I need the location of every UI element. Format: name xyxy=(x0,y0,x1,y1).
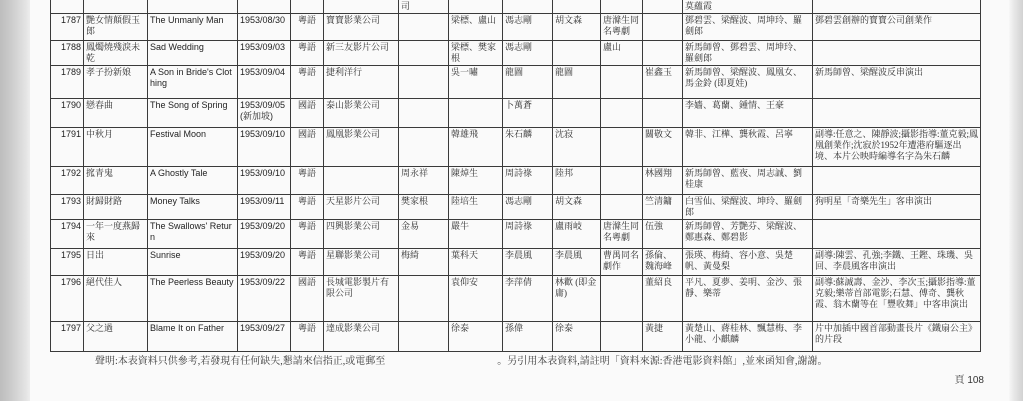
cell-date: 1953/09/03 xyxy=(238,41,291,66)
cell-language: 國語 xyxy=(291,276,324,322)
cell-company: 天星影片公司 xyxy=(324,195,399,220)
cell-date: 1953/09/10 xyxy=(238,128,291,167)
cell-title-en: The Swallows' Return xyxy=(148,220,238,249)
cell-8: 吳一嘯 xyxy=(449,66,503,99)
cell-9: 李晨風 xyxy=(503,249,553,276)
cell-title-zh: 父之過 xyxy=(84,322,148,352)
table-row xyxy=(51,167,981,195)
cell-12 xyxy=(643,0,683,14)
cell-9: 朱石麟 xyxy=(503,128,553,167)
cell-title-zh: 艷女情顛假玉郎 xyxy=(84,14,148,41)
cell-notes: 副導:任意之、陳靜波;攝影指導:董克毅;鳳凰創業作;沈寂於1952年遭港府驅逐出境、本片公映時編導名字為朱石麟 xyxy=(813,128,981,167)
cell-notes xyxy=(813,0,981,14)
cell-11 xyxy=(601,322,643,352)
cell-9: 孫偉 xyxy=(503,322,553,352)
page-number-value: 108 xyxy=(967,375,984,386)
cell-10 xyxy=(553,41,601,66)
cell-cast: 黃楚山、蔣桂林、飄慧梅、李小龍、小麒麟 xyxy=(683,322,813,352)
cell-title-zh xyxy=(84,0,148,14)
cell-cast: 莫蘊霞 xyxy=(683,0,813,14)
filmography-table-body xyxy=(51,0,981,352)
cell-10 xyxy=(553,99,601,128)
filmography-table xyxy=(50,0,981,352)
page-word: 頁 xyxy=(954,375,965,386)
cell-company: 鳳凰影業公司 xyxy=(324,128,399,167)
cell-10: 胡文森 xyxy=(553,14,601,41)
cell-7: 梅綺 xyxy=(399,249,449,276)
cell-7: 樊家根 xyxy=(399,195,449,220)
cell-12: 林國翔 xyxy=(643,167,683,195)
cell-10: 徐泰 xyxy=(553,322,601,352)
cell-date xyxy=(238,0,291,14)
table-row xyxy=(51,220,981,249)
cell-8 xyxy=(449,99,503,128)
cell-title-zh: 孝子扮新娘 xyxy=(84,66,148,99)
table-row xyxy=(51,99,981,128)
cell-title-zh: 一年一度燕歸來 xyxy=(84,220,148,249)
cell-12: 崔鑫玉 xyxy=(643,66,683,99)
footer-disclaimer xyxy=(95,355,1007,368)
cell-no: 1797 xyxy=(51,322,84,352)
cell-title-en: A Ghostly Tale xyxy=(148,167,238,195)
cell-date: 1953/09/05 (新加坡) xyxy=(238,99,291,128)
cell-9 xyxy=(503,0,553,14)
cell-notes xyxy=(813,99,981,128)
cell-language xyxy=(291,0,324,14)
table-row xyxy=(51,276,981,322)
cell-12: 關敬文 xyxy=(643,128,683,167)
cell-8: 徐泰 xyxy=(449,322,503,352)
cell-company xyxy=(324,167,399,195)
cell-cast: 鄧碧雲、梁醒波、周坤玲、羅劍郎 xyxy=(683,14,813,41)
cell-date: 1953/08/30 xyxy=(238,14,291,41)
cell-company: 捷利洋行 xyxy=(324,66,399,99)
cell-language: 粵語 xyxy=(291,167,324,195)
cell-cast: 白雪仙、梁醒波、坤玲、羅劍郎 xyxy=(683,195,813,220)
cell-title-zh: 財歸財路 xyxy=(84,195,148,220)
cell-no: 1787 xyxy=(51,14,84,41)
cell-11 xyxy=(601,195,643,220)
cell-company: 四興影業公司 xyxy=(324,220,399,249)
cell-notes: 狗明星「奇樂先生」客串演出 xyxy=(813,195,981,220)
scan-left-edge xyxy=(0,0,34,401)
cell-notes: 鄧碧雲創辦的寶寶公司創業作 xyxy=(813,14,981,41)
cell-language: 粵語 xyxy=(291,14,324,41)
table-row-partial xyxy=(51,0,981,14)
cell-10 xyxy=(553,0,601,14)
cell-12: 黃捷 xyxy=(643,322,683,352)
cell-9: 馮志剛 xyxy=(503,195,553,220)
cell-company: 星聯影業公司 xyxy=(324,249,399,276)
table-row xyxy=(51,41,981,66)
cell-title-en xyxy=(148,0,238,14)
cell-language: 粵語 xyxy=(291,220,324,249)
cell-title-zh: 中秋月 xyxy=(84,128,148,167)
cell-8: 袁仰安 xyxy=(449,276,503,322)
cell-7: 周永祥 xyxy=(399,167,449,195)
cell-title-en: A Son in Bride's Clothing xyxy=(148,66,238,99)
cell-8: 韓雄飛 xyxy=(449,128,503,167)
cell-9: 李萍倩 xyxy=(503,276,553,322)
cell-8: 陸培生 xyxy=(449,195,503,220)
cell-11 xyxy=(601,66,643,99)
cell-notes: 新馬師曾、梁醒波反串演出 xyxy=(813,66,981,99)
cell-no: 1795 xyxy=(51,249,84,276)
cell-7 xyxy=(399,128,449,167)
cell-language: 國語 xyxy=(291,99,324,128)
cell-date: 1953/09/11 xyxy=(238,195,291,220)
cell-title-zh: 日出 xyxy=(84,249,148,276)
disclaimer-text-left: 聲明:本表資料只供參考,若發現有任何缺失,懇請來信指正,或電郵至 xyxy=(95,356,386,367)
cell-12: 竺清鏞 xyxy=(643,195,683,220)
cell-notes: 片中加插中國首部動畫長片《鐵扇公主》的片段 xyxy=(813,322,981,352)
cell-11 xyxy=(601,0,643,14)
cell-no: 1788 xyxy=(51,41,84,66)
cell-11: 盧山 xyxy=(601,41,643,66)
cell-title-en: Festival Moon xyxy=(148,128,238,167)
cell-11 xyxy=(601,276,643,322)
document-page xyxy=(30,0,1012,401)
table-row xyxy=(51,322,981,352)
cell-7 xyxy=(399,322,449,352)
cell-date: 1953/09/20 xyxy=(238,220,291,249)
cell-9: 馮志剛 xyxy=(503,41,553,66)
cell-10: 龍圖 xyxy=(553,66,601,99)
cell-9: 周詩祿 xyxy=(503,167,553,195)
cell-notes xyxy=(813,167,981,195)
page-number xyxy=(955,371,984,386)
cell-no: 1793 xyxy=(51,195,84,220)
cell-language: 粵語 xyxy=(291,41,324,66)
cell-company: 長城電影製片有限公司 xyxy=(324,276,399,322)
cell-12: 伍強 xyxy=(643,220,683,249)
cell-title-zh: 絕代佳人 xyxy=(84,276,148,322)
table-row xyxy=(51,128,981,167)
cell-title-en: Blame It on Father xyxy=(148,322,238,352)
cell-title-zh: 搲青鬼 xyxy=(84,167,148,195)
cell-title-en: The Song of Spring xyxy=(148,99,238,128)
cell-8: 葉科天 xyxy=(449,249,503,276)
cell-10: 盧雨岐 xyxy=(553,220,601,249)
cell-cast: 新馬師曾、芳艷芬、梁醒波、鄭惠森、鄭碧影 xyxy=(683,220,813,249)
cell-12 xyxy=(643,14,683,41)
cell-10: 林歡 (即金庸) xyxy=(553,276,601,322)
cell-language: 粵語 xyxy=(291,249,324,276)
cell-cast: 新馬師曾、鄧碧雲、周坤玲、羅劍郎 xyxy=(683,41,813,66)
cell-7: 金易 xyxy=(399,220,449,249)
disclaimer-text-right: 。另引用本表資料,請註明「資料來源:香港電影資料館」,並來函知會,謝謝。 xyxy=(497,356,828,367)
cell-8: 嚴牛 xyxy=(449,220,503,249)
cell-11 xyxy=(601,167,643,195)
cell-notes: 副導:陳雲、孔強;李鐵、王鏗、珠璣、吳回、李晨風客串演出 xyxy=(813,249,981,276)
cell-7 xyxy=(399,14,449,41)
cell-no: 1796 xyxy=(51,276,84,322)
cell-9: 龍圖 xyxy=(503,66,553,99)
cell-10: 陸邦 xyxy=(553,167,601,195)
cell-9: 周詩祿 xyxy=(503,220,553,249)
cell-no: 1794 xyxy=(51,220,84,249)
cell-title-en: Sad Wedding xyxy=(148,41,238,66)
cell-cast: 韓非、江樺、龔秋霞、呂寧 xyxy=(683,128,813,167)
cell-title-en: Sunrise xyxy=(148,249,238,276)
cell-12 xyxy=(643,41,683,66)
table-row xyxy=(51,249,981,276)
cell-11: 唐滌生同名粵劇 xyxy=(601,14,643,41)
cell-cast: 平凡、夏夢、姜明、金沙、張靜、樂蒂 xyxy=(683,276,813,322)
cell-12: 孫倫、魏海峰 xyxy=(643,249,683,276)
cell-company: 達成影業公司 xyxy=(324,322,399,352)
cell-10: 李晨風 xyxy=(553,249,601,276)
cell-7 xyxy=(399,41,449,66)
cell-title-zh: 鳳燭燒殘淚未乾 xyxy=(84,41,148,66)
cell-7 xyxy=(399,99,449,128)
cell-date: 1953/09/10 xyxy=(238,167,291,195)
cell-no: 1789 xyxy=(51,66,84,99)
cell-cast: 李嬙、葛蘭、鍾情、王豪 xyxy=(683,99,813,128)
cell-company: 新三友影片公司 xyxy=(324,41,399,66)
cell-notes xyxy=(813,41,981,66)
cell-date: 1953/09/20 xyxy=(238,249,291,276)
cell-9: 卜萬蒼 xyxy=(503,99,553,128)
cell-8 xyxy=(449,0,503,14)
cell-title-en: The Unmanly Man xyxy=(148,14,238,41)
cell-7 xyxy=(399,276,449,322)
table-row xyxy=(51,14,981,41)
cell-cast: 新馬師曾、藍夜、周志誠、劉桂康 xyxy=(683,167,813,195)
cell-date: 1953/09/04 xyxy=(238,66,291,99)
cell-8: 梁標、樊家根 xyxy=(449,41,503,66)
cell-notes xyxy=(813,220,981,249)
cell-cast: 張瑛、梅綺、容小意、吳楚帆、黃曼梨 xyxy=(683,249,813,276)
cell-cast: 新馬師曾、梁醒波、鳳凰女、馬金鈴 (即夏娃) xyxy=(683,66,813,99)
cell-11: 唐滌生同名粵劇 xyxy=(601,220,643,249)
cell-9: 馮志剛 xyxy=(503,14,553,41)
cell-notes: 副導:蘇誠壽、金沙、李次玉;攝影指導:董克毅;樂蒂首部電影;石慧、傅奇、龔秋霞、翁木蘭等在「豐收舞」中客串演出 xyxy=(813,276,981,322)
cell-10: 沈寂 xyxy=(553,128,601,167)
cell-8: 陳焯生 xyxy=(449,167,503,195)
cell-11 xyxy=(601,128,643,167)
cell-language: 粵語 xyxy=(291,322,324,352)
cell-no: 1791 xyxy=(51,128,84,167)
cell-no: 1792 xyxy=(51,167,84,195)
cell-no xyxy=(51,0,84,14)
cell-date: 1953/09/27 xyxy=(238,322,291,352)
cell-12 xyxy=(643,99,683,128)
cell-company: 寶寶影業公司 xyxy=(324,14,399,41)
cell-no: 1790 xyxy=(51,99,84,128)
cell-company xyxy=(324,0,399,14)
cell-11: 曹禺同名劇作 xyxy=(601,249,643,276)
cell-11 xyxy=(601,99,643,128)
cell-title-zh: 戀春曲 xyxy=(84,99,148,128)
cell-title-en: The Peerless Beauty xyxy=(148,276,238,322)
table-row xyxy=(51,195,981,220)
cell-date: 1953/09/22 xyxy=(238,276,291,322)
cell-7 xyxy=(399,66,449,99)
cell-company: 泰山影業公司 xyxy=(324,99,399,128)
scan-right-edge xyxy=(1009,0,1023,401)
cell-8: 梁標、盧山 xyxy=(449,14,503,41)
cell-language: 粵語 xyxy=(291,195,324,220)
redacted-email-gap xyxy=(385,355,497,368)
cell-7: 司 xyxy=(399,0,449,14)
cell-title-en: Money Talks xyxy=(148,195,238,220)
cell-language: 國語 xyxy=(291,128,324,167)
cell-language: 粵語 xyxy=(291,66,324,99)
cell-10: 胡文森 xyxy=(553,195,601,220)
table-row xyxy=(51,66,981,99)
cell-12: 董紹良 xyxy=(643,276,683,322)
